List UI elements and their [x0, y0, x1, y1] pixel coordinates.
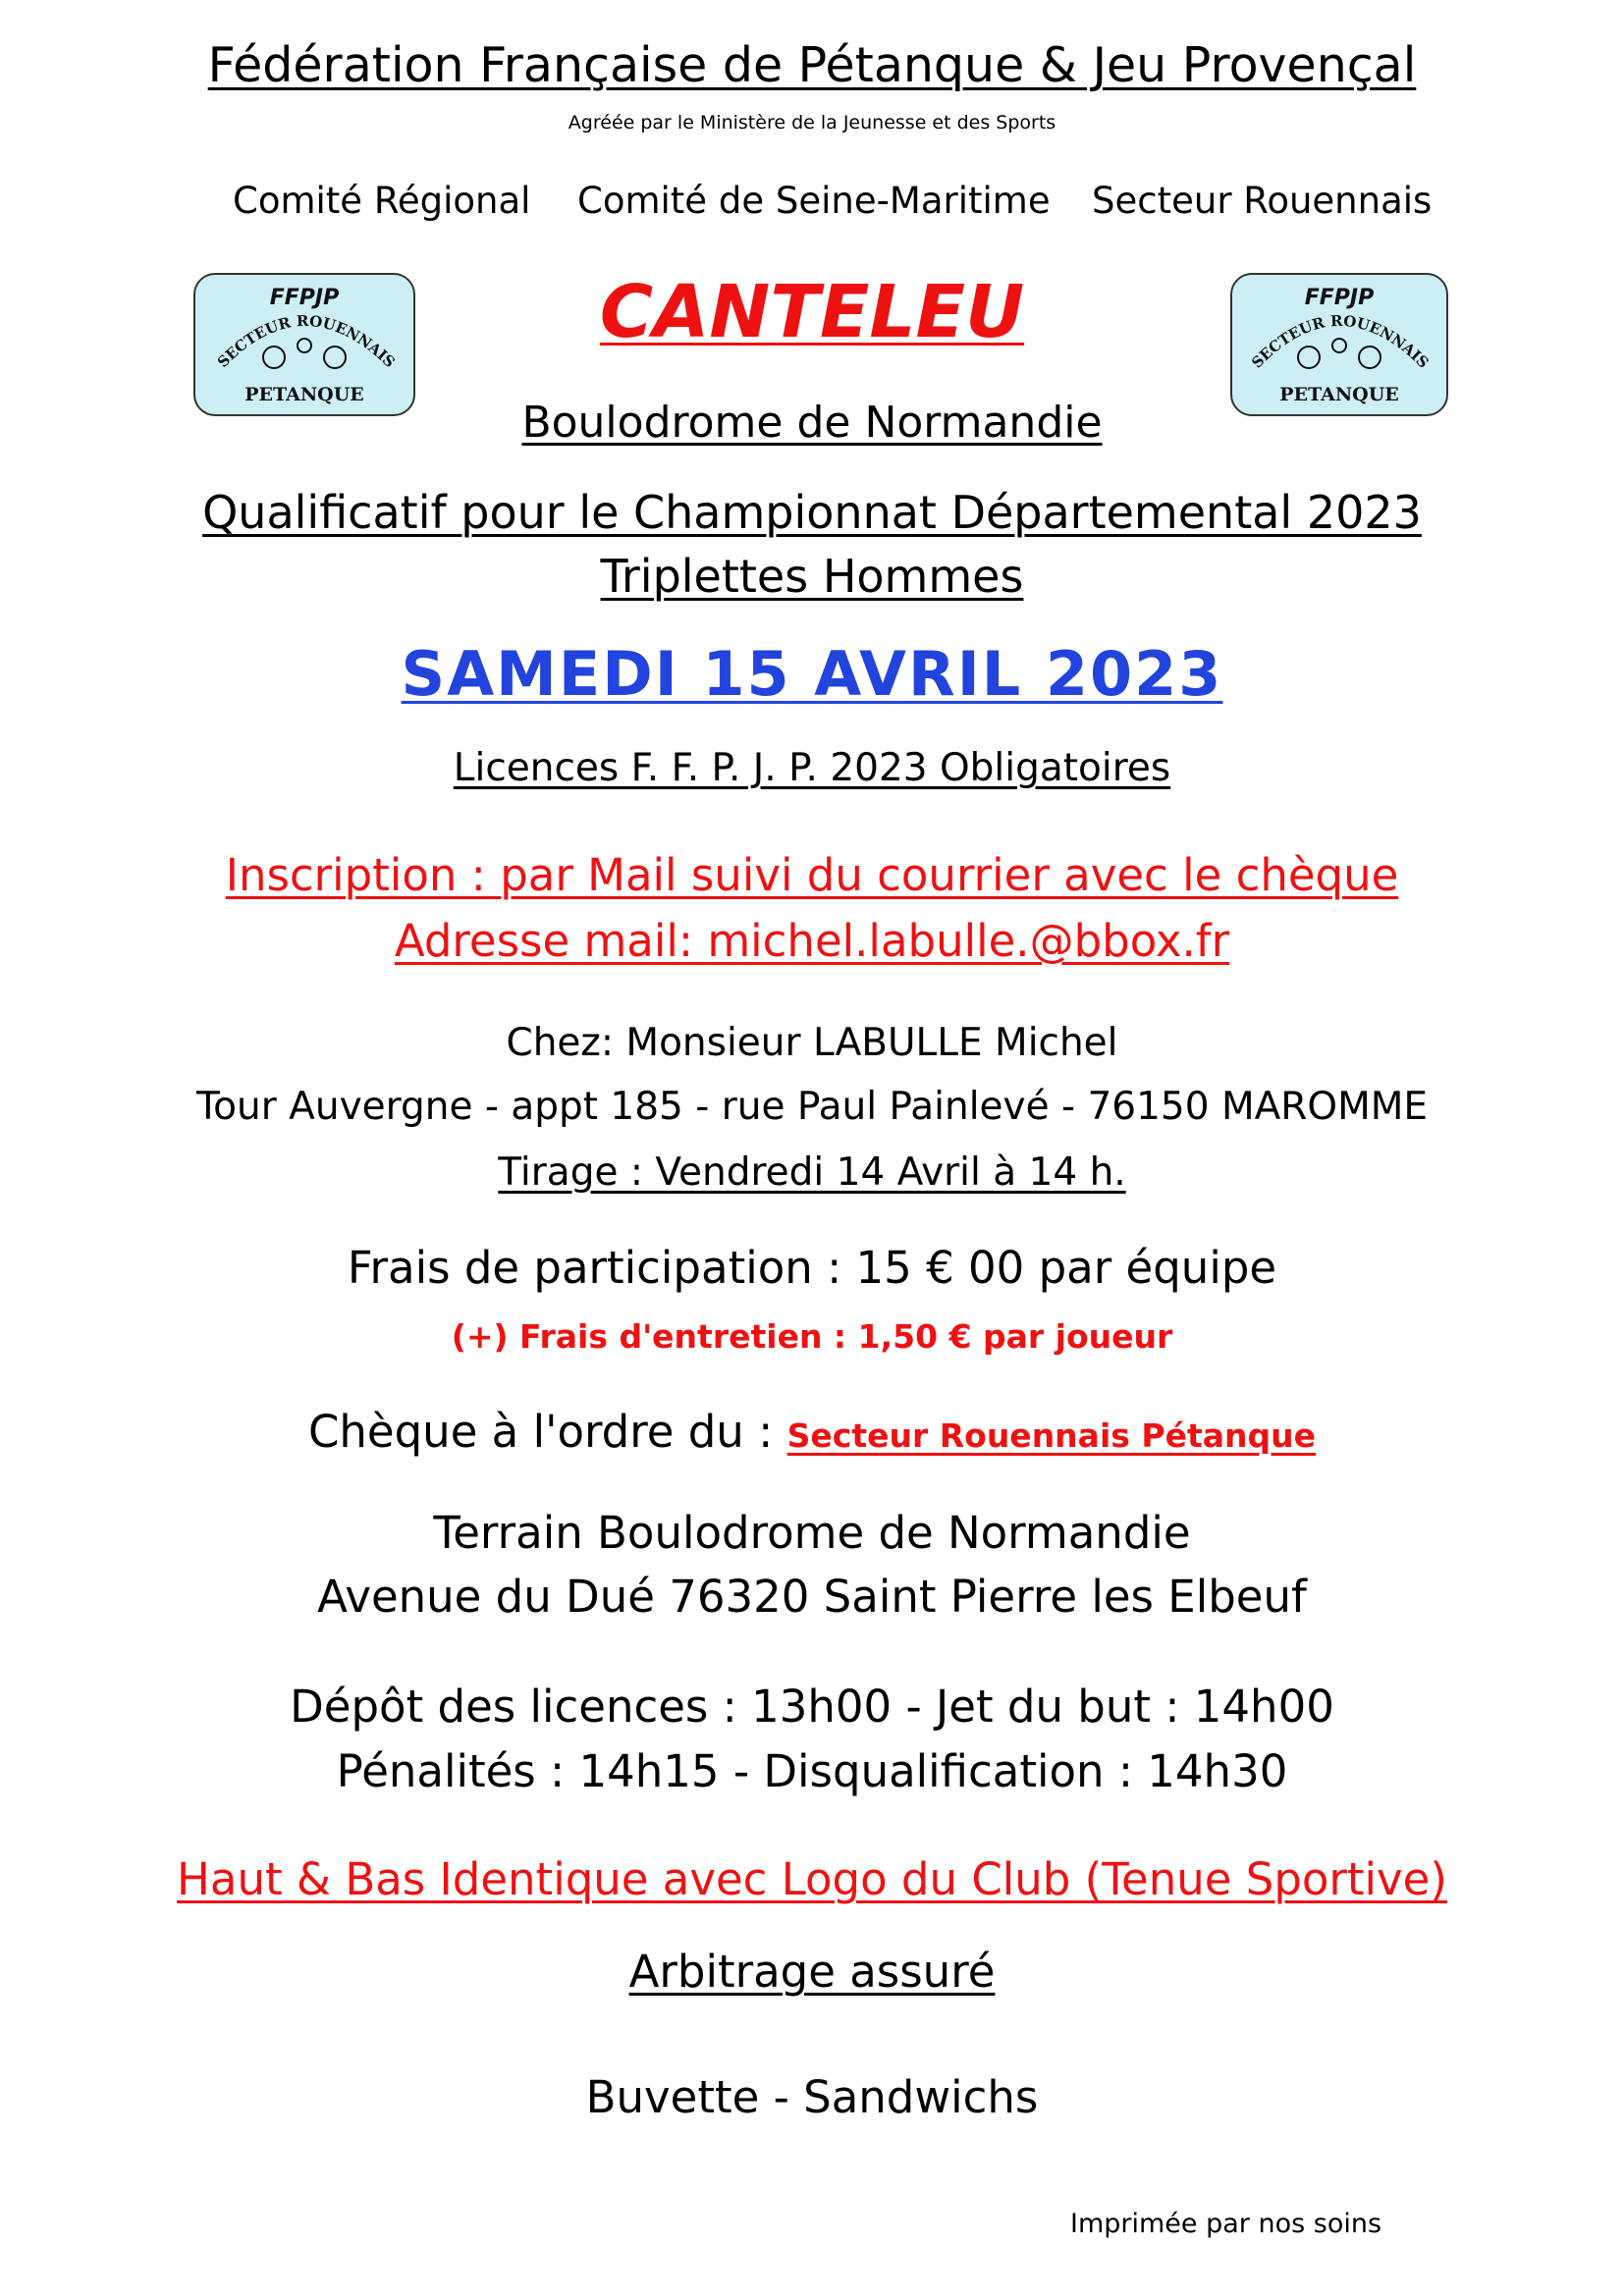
terrain-address: Avenue du Dué 76320 Saint Pierre les Elbeuf — [317, 1571, 1307, 1623]
dress-code: Haut & Bas Identique avec Logo du Club (Tenue Sportive) — [177, 1853, 1447, 1905]
terrain-name: Terrain Boulodrome de Normandie — [433, 1507, 1191, 1559]
maintenance-fee: (+) Frais d'entretien : 1,50 € par joueur — [451, 1317, 1173, 1356]
logo-secteur-text: SECTEUR ROUENNAIS — [1248, 311, 1433, 372]
schedule-line-1: Dépôt des licences : 13h00 - Jet du but : 14h00 — [290, 1681, 1334, 1733]
schedule-line-2: Pénalités : 14h15 - Disqualification : 14h30 — [336, 1745, 1288, 1797]
registration-method: Inscription : par Mail suivi du courrier avec le chèque — [225, 849, 1399, 901]
cheque-label: Chèque à l'ordre du : — [307, 1406, 787, 1458]
committee-seine-maritime: Comité de Seine-Maritime — [577, 180, 1051, 222]
cheque-payee: Secteur Rouennais Pétanque — [786, 1416, 1316, 1455]
event-date: SAMEDI 15 AVRIL 2023 — [401, 638, 1223, 710]
logo-secteur-text: SECTEUR ROUENNAIS — [213, 311, 399, 372]
logo-petanque-text: PETANQUE — [1279, 384, 1399, 405]
referee-note: Arbitrage assuré — [628, 1946, 996, 1998]
federation-title: Fédération Française de Pétanque & Jeu Provençal — [207, 37, 1417, 93]
draw-time: Tirage : Vendredi 14 Avril à 14 h. — [498, 1150, 1126, 1195]
event-category: Triplettes Hommes — [600, 550, 1024, 603]
logo-ffpjp-text: FFPJP — [269, 286, 340, 310]
logo-petanque-text: PETANQUE — [244, 384, 364, 405]
participation-fee: Frais de participation : 15 € 00 par équipe — [347, 1242, 1277, 1294]
event-city: CANTELEU — [599, 270, 1025, 354]
event-qualifier: Qualificatif pour le Championnat Départemental 2023 — [202, 486, 1422, 539]
approval-note: Agréée par le Ministère de la Jeunesse et des Sports — [568, 112, 1056, 133]
printed-note: Imprimée par nos soins — [1070, 2209, 1382, 2239]
committee-regional: Comité Régional — [233, 180, 531, 222]
registration-contact: Chez: Monsieur LABULLE Michel — [506, 1021, 1118, 1065]
refreshments: Buvette - Sandwichs — [585, 2071, 1039, 2123]
registration-address: Tour Auvergne - appt 185 - rue Paul Painlevé - 76150 MAROMME — [195, 1085, 1429, 1129]
logo-ffpjp-text: FFPJP — [1304, 286, 1375, 310]
cheque-instruction — [0, 1406, 1624, 1458]
registration-email[interactable]: Adresse mail: michel.labulle.@bbox.fr — [394, 915, 1230, 967]
licence-requirement: Licences F. F. P. J. P. 2023 Obligatoires — [453, 746, 1171, 790]
committee-secteur-rouennais: Secteur Rouennais — [1092, 180, 1433, 222]
event-venue: Boulodrome de Normandie — [521, 398, 1103, 448]
